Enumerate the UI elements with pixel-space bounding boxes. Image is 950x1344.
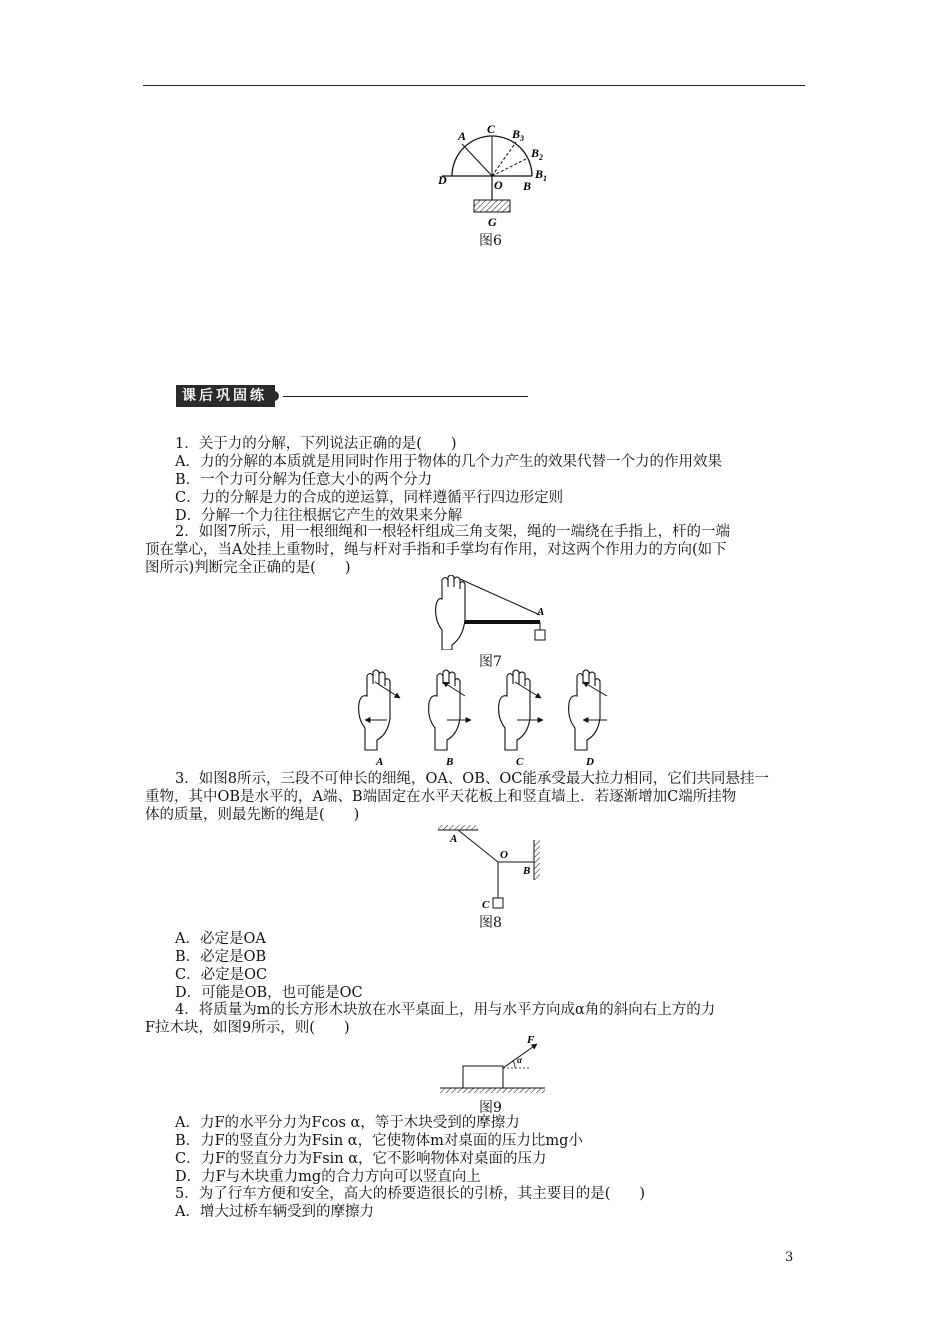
q4-option-c: C．力F的竖直分力为Fsin α，它不影响物体对桌面的压力 (175, 1151, 547, 1167)
fig6-label-b1-sub: 1 (543, 174, 547, 183)
fig8-label-c: C (482, 899, 490, 911)
fig6-label-a: A (458, 129, 467, 143)
q4-option-b: B．力F的竖直分力为Fsin α，它使物体m对桌面的压力比mg小 (175, 1133, 583, 1149)
section-title: 课后巩固练 (176, 385, 275, 407)
q3-option-b: B．必定是OB (175, 949, 267, 965)
q2-choice-diagrams (355, 668, 635, 768)
q2-choice-label-a: A (376, 756, 384, 768)
fig9-label-alpha: α (517, 1055, 522, 1065)
fig8-label-b: B (523, 865, 531, 877)
fig6-label-c: C (487, 122, 496, 136)
q3-option-c: C．必定是OC (175, 967, 268, 983)
q3-line-1: 3．如图8所示，三段不可伸长的细绳，OA、OB、OC能承受最大拉力相同，它们共同悬挂一 (175, 771, 769, 787)
fig8-label-o: O (500, 849, 508, 861)
q2-choice-label-c: C (516, 756, 524, 768)
fig6-label-b3: B (512, 127, 521, 141)
figure-6-diagram (430, 120, 560, 230)
q2-choice-label-b: B (446, 756, 454, 768)
page-number: 3 (785, 1250, 794, 1265)
figure-7-caption: 图7 (479, 654, 502, 670)
q1-option-b: B．一个力可分解为任意大小的两个分力 (175, 472, 433, 488)
q5-option-a: A．增大过桥车辆受到的摩擦力 (175, 1204, 374, 1220)
fig6-label-g: G (488, 215, 497, 229)
q3-option-a: A．必定是OA (175, 931, 266, 947)
q2-line-1: 2．如图7所示，用一根细绳和一根轻杆组成三角支架，绳的一端绕在手指上，杆的一端 (175, 524, 730, 540)
q4-line-1: 4．将质量为m的长方形木块放在水平桌面上，用与水平方向成α角的斜向右上方的力 (175, 1002, 716, 1018)
q2-choice-label-d: D (586, 756, 594, 768)
q3-line-2: 重物，其中OB是水平的，A端、B端固定在水平天花板上和竖直墙上．若逐渐增加C端所挂物 (145, 789, 737, 805)
fig9-label-f: F (527, 1034, 535, 1046)
q1-stem: 1．关于力的分解，下列说法正确的是( ) (175, 436, 457, 452)
fig6-label-d: D (438, 173, 447, 187)
fig6-label-b2-sub: 2 (539, 153, 543, 162)
q1-option-c: C．力的分解是力的合成的逆运算，同样遵循平行四边形定则 (175, 490, 564, 506)
q3-option-d: D．可能是OB，也可能是OC (175, 985, 363, 1001)
q5-stem: 5．为了行车方便和安全，高大的桥要造很长的引桥，其主要目的是( ) (175, 1186, 646, 1202)
figure-9-caption: 图9 (479, 1100, 502, 1116)
figure-8-diagram (430, 820, 555, 915)
fig7-label-a: A (537, 606, 545, 618)
header-rule (143, 85, 805, 86)
q2-line-2: 顶在掌心，当A处挂上重物时，绳与杆对手指和手掌均有作用，对这两个作用力的方向(如下 (145, 542, 727, 558)
fig6-label-b3-sub: 3 (520, 134, 524, 143)
section-rule (283, 396, 528, 397)
q4-option-d: D．力F与木块重力mg的合力方向可以竖直向上 (175, 1169, 481, 1185)
q3-line-3: 体的质量，则最先断的绳是( ) (145, 807, 360, 823)
section-header (176, 385, 528, 407)
section-dot-icon (269, 391, 279, 401)
q2-line-3: 图所示)判断完全正确的是( ) (145, 560, 351, 576)
figure-8-caption: 图8 (479, 915, 502, 931)
figure-7-diagram (430, 575, 555, 650)
q4-line-2: F拉木块，如图9所示，则( ) (145, 1020, 350, 1036)
q1-option-d: D．分解一个力往往根据它产生的效果来分解 (175, 508, 463, 524)
fig6-label-b2: B (531, 146, 540, 160)
figure-6-caption: 图6 (479, 233, 502, 249)
fig6-label-b1: B (535, 167, 544, 181)
fig8-label-a: A (450, 833, 458, 845)
figure-9-diagram (435, 1030, 550, 1098)
fig6-label-o: O (494, 178, 503, 192)
q1-option-a: A．力的分解的本质就是用同时作用于物体的几个力产生的效果代替一个力的作用效果 (175, 454, 722, 470)
fig6-label-b: B (523, 179, 532, 193)
q4-option-a: A．力F的水平分力为Fcos α，等于木块受到的摩擦力 (175, 1115, 520, 1131)
